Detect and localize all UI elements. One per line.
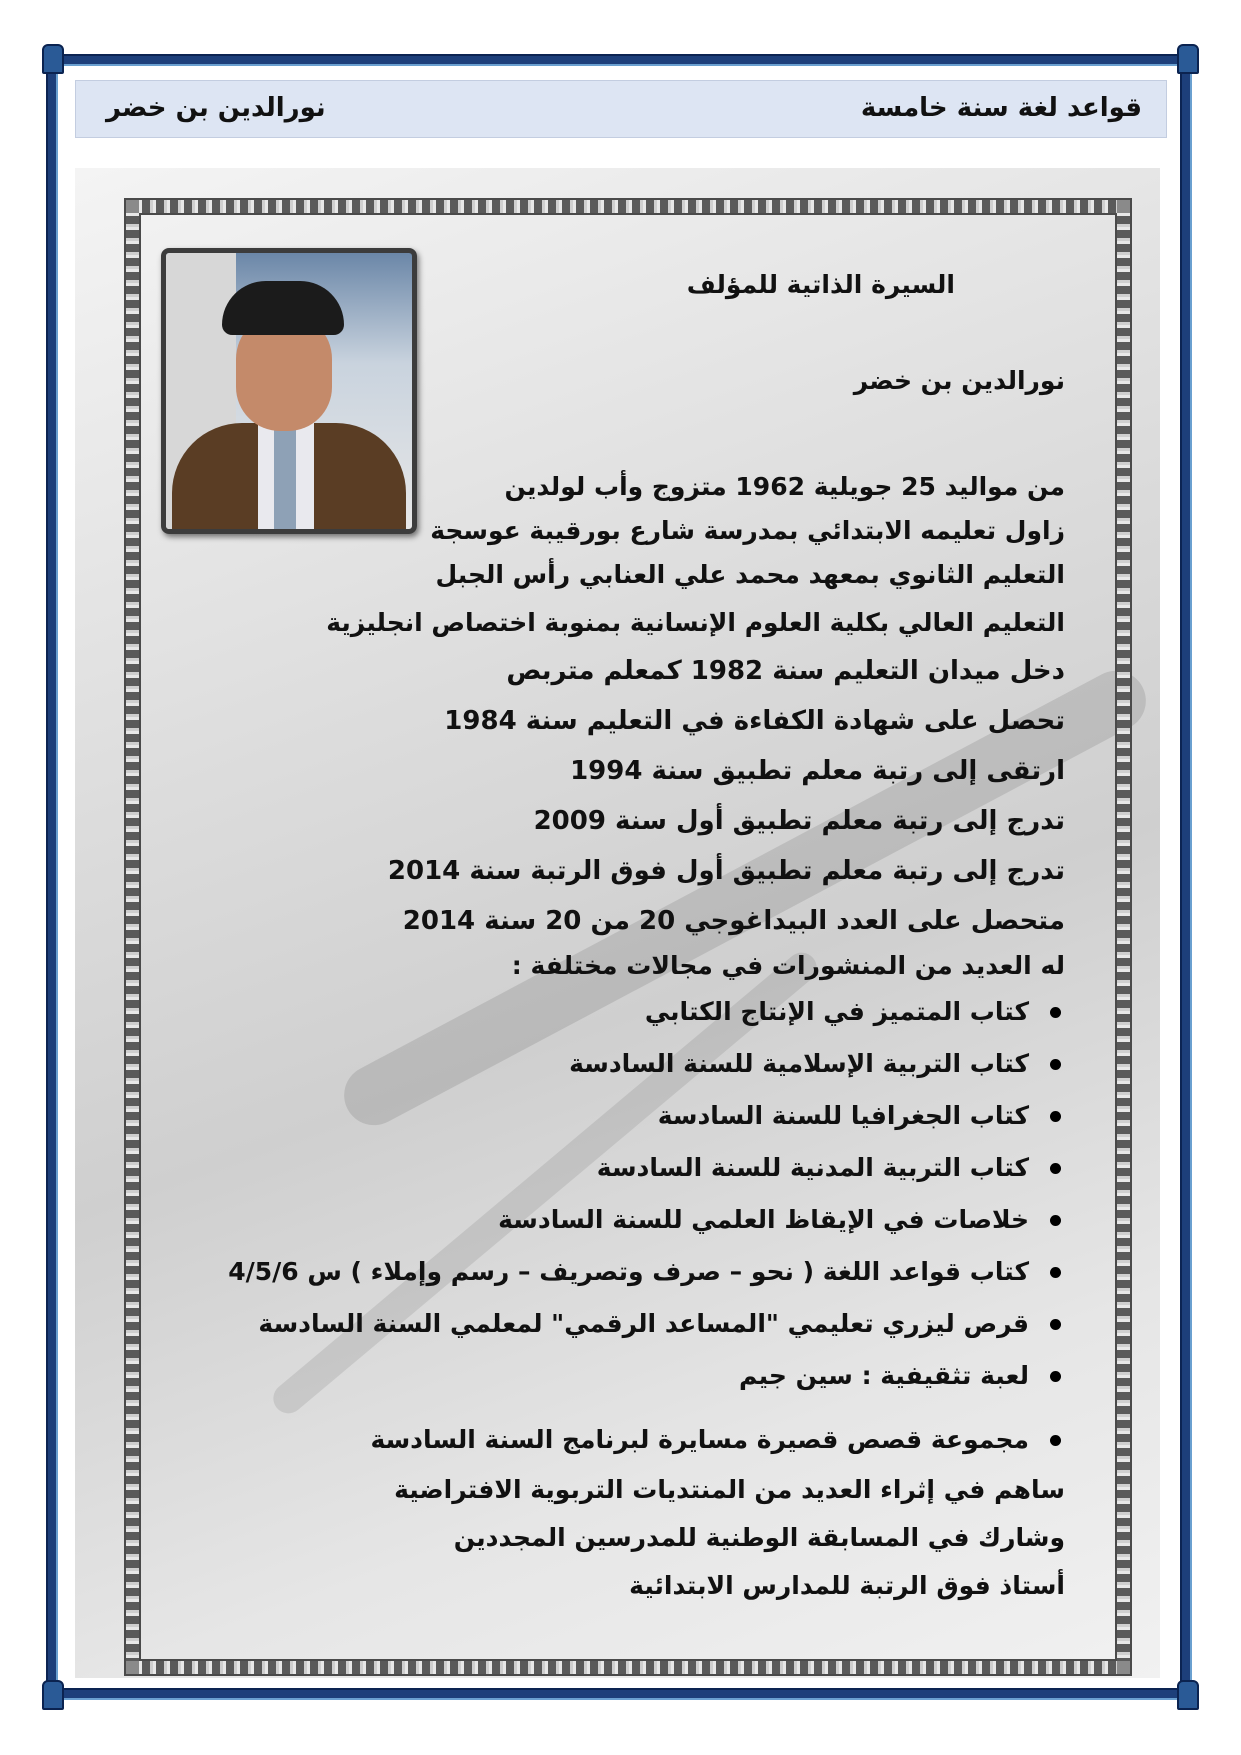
list-item — [125, 1246, 1065, 1298]
bio-line: تدرج إلى رتبة معلم تطبيق أول سنة 2009 — [533, 806, 1065, 836]
bio-line: زاول تعليمه الابتدائي بمدرسة شارع بورقيبة عوسجة — [430, 516, 1065, 545]
list-item — [125, 1142, 1065, 1194]
list-item — [125, 1194, 1065, 1246]
frame-right-border — [1180, 54, 1192, 1700]
stud-row — [139, 200, 1117, 213]
bio-line: ساهم في إثراء العديد من المنتديات التربوية الافتراضية — [394, 1475, 1065, 1504]
stud-column — [1117, 213, 1130, 1661]
list-item — [125, 1038, 1065, 1090]
frame-corner-ornament — [42, 44, 64, 74]
publication-label: خلاصات في الإيقاظ العلمي للسنة السادسة — [498, 1205, 1029, 1234]
bio-lines — [125, 462, 1065, 1610]
publication-label: مجموعة قصص قصيرة مسايرة لبرنامج السنة السادسة — [370, 1425, 1029, 1454]
bio-line: له العديد من المنشورات في مجالات مختلفة : — [511, 951, 1065, 980]
list-item — [125, 1090, 1065, 1142]
list-item — [125, 986, 1065, 1038]
frame-left-border — [46, 54, 58, 1700]
bio-line: دخل ميدان التعليم سنة 1982 كمعلم متربص — [506, 656, 1065, 686]
stud-row — [139, 1661, 1117, 1674]
bullet-icon — [1050, 1267, 1061, 1278]
bio-title: السيرة الذاتية للمؤلف — [686, 270, 955, 299]
bio-line: من مواليد 25 جويلية 1962 متزوج وأب لولدين — [504, 472, 1065, 501]
bullet-icon — [1050, 1215, 1061, 1226]
bullet-icon — [1050, 1319, 1061, 1330]
bullet-icon — [1050, 1111, 1061, 1122]
bio-line: متحصل على العدد البيداغوجي 20 من 20 سنة 2014 — [402, 906, 1065, 936]
author-name: نورالدين بن خضر — [853, 366, 1065, 395]
publication-label: كتاب المتميز في الإنتاج الكتابي — [644, 997, 1029, 1026]
bio-content — [125, 270, 1065, 1600]
page-header — [75, 80, 1167, 138]
publication-label: قرص ليزري تعليمي "المساعد الرقمي" لمعلمي السنة السادسة — [258, 1309, 1029, 1338]
publications-list — [125, 986, 1065, 1466]
publication-label: كتاب قواعد اللغة ( نحو – صرف وتصريف – رسم وإملاء ) س 4/5/6 — [228, 1257, 1029, 1286]
publication-label: كتاب التربية المدنية للسنة السادسة — [596, 1153, 1029, 1182]
publication-label: كتاب التربية الإسلامية للسنة السادسة — [569, 1049, 1029, 1078]
bio-line: التعليم العالي بكلية العلوم الإنسانية بمنوبة اختصاص انجليزية — [326, 608, 1065, 637]
bullet-icon — [1050, 1371, 1061, 1382]
bullet-icon — [1050, 1059, 1061, 1070]
header-book-title: قواعد لغة سنة خامسة — [860, 93, 1142, 123]
bullet-icon — [1050, 1163, 1061, 1174]
bio-line: التعليم الثانوي بمعهد محمد علي العنابي رأس الجبل — [435, 560, 1065, 589]
frame-corner-ornament — [1177, 44, 1199, 74]
frame-top-border — [50, 54, 1192, 66]
bio-line: ارتقى إلى رتبة معلم تطبيق سنة 1994 — [570, 756, 1065, 786]
frame-corner-ornament — [42, 1680, 64, 1710]
bullet-icon — [1050, 1435, 1061, 1446]
publication-label: لعبة تثقيفية : سين جيم — [739, 1361, 1029, 1390]
list-item — [125, 1414, 1065, 1466]
publication-label: كتاب الجغرافيا للسنة السادسة — [657, 1101, 1029, 1130]
frame-corner-ornament — [1177, 1680, 1199, 1710]
list-item — [125, 1298, 1065, 1350]
bio-line: أستاذ فوق الرتبة للمدارس الابتدائية — [629, 1571, 1065, 1600]
list-item — [125, 1350, 1065, 1402]
bio-closing — [125, 1466, 1065, 1610]
bio-line: وشارك في المسابقة الوطنية للمدرسين المجددين — [453, 1523, 1065, 1552]
header-author-name: نورالدين بن خضر — [106, 93, 326, 123]
frame-bottom-border — [50, 1688, 1192, 1700]
bio-line: تدرج إلى رتبة معلم تطبيق أول فوق الرتبة سنة 2014 — [387, 856, 1065, 886]
bio-line: تحصل على شهادة الكفاءة في التعليم سنة 1984 — [444, 706, 1065, 736]
bullet-icon — [1050, 1007, 1061, 1018]
